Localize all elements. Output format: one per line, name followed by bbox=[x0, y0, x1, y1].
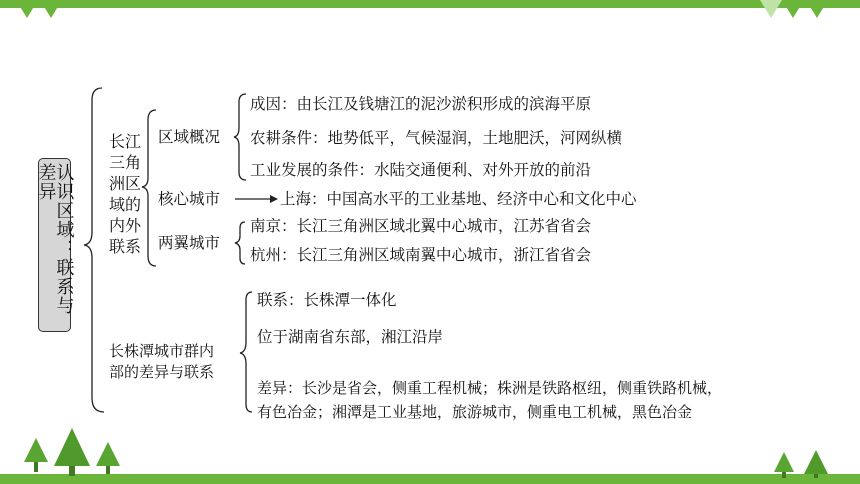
root-topic-label: 认识区域：联系与差异 bbox=[35, 163, 75, 315]
root-topic-box bbox=[35, 158, 75, 332]
wing-city-item: 南京：长江三角洲区域北翼中心城市，江苏省省会 bbox=[250, 217, 592, 235]
branch2-item: 差异：长沙是省会，侧重工程机械；株洲是铁路枢纽，侧重铁路机械， bbox=[257, 379, 723, 397]
branch2-title-line: 长株潭城市群内 bbox=[109, 342, 215, 360]
branch2-title-line: 部的差异与联系 bbox=[109, 363, 215, 381]
branch2-item: 有色冶金；湘潭是工业基地，旅游城市，侧重电工机械，黑色冶金 bbox=[257, 403, 693, 421]
wing-city-item: 杭州：长江三角洲区域南翼中心城市，浙江省省会 bbox=[250, 246, 592, 264]
branch1-title-line: 洲区 bbox=[109, 174, 142, 193]
branch1-title-line: 内外 bbox=[109, 216, 142, 235]
overview-item: 农耕条件：地势低平，气候湿润，土地肥沃，河网纵横 bbox=[250, 129, 623, 147]
branch1-title bbox=[109, 131, 141, 257]
core-city-label: 核心城市 bbox=[158, 190, 221, 208]
branch2-item: 位于湖南省东部，湘江沿岸 bbox=[257, 328, 444, 346]
branch2-item: 联系：长株潭一体化 bbox=[257, 291, 397, 309]
branch1-title-line: 长江 bbox=[109, 132, 142, 151]
branch1-title-line: 三角 bbox=[109, 153, 142, 172]
branch2-title bbox=[109, 341, 214, 383]
wing-cities-label: 两翼城市 bbox=[158, 234, 221, 252]
core-city-text: 上海：中国高水平的工业基地、经济中心和文化中心 bbox=[280, 190, 637, 208]
overview-item: 成因：由长江及钱塘江的泥沙淤积形成的滨海平原 bbox=[250, 95, 592, 113]
overview-item: 工业发展的条件：水陆交通便利、对外开放的前沿 bbox=[250, 161, 592, 179]
overview-label: 区域概况 bbox=[158, 128, 221, 146]
branch1-title-line: 域的 bbox=[109, 195, 142, 214]
branch1-title-line: 联系 bbox=[109, 237, 142, 256]
